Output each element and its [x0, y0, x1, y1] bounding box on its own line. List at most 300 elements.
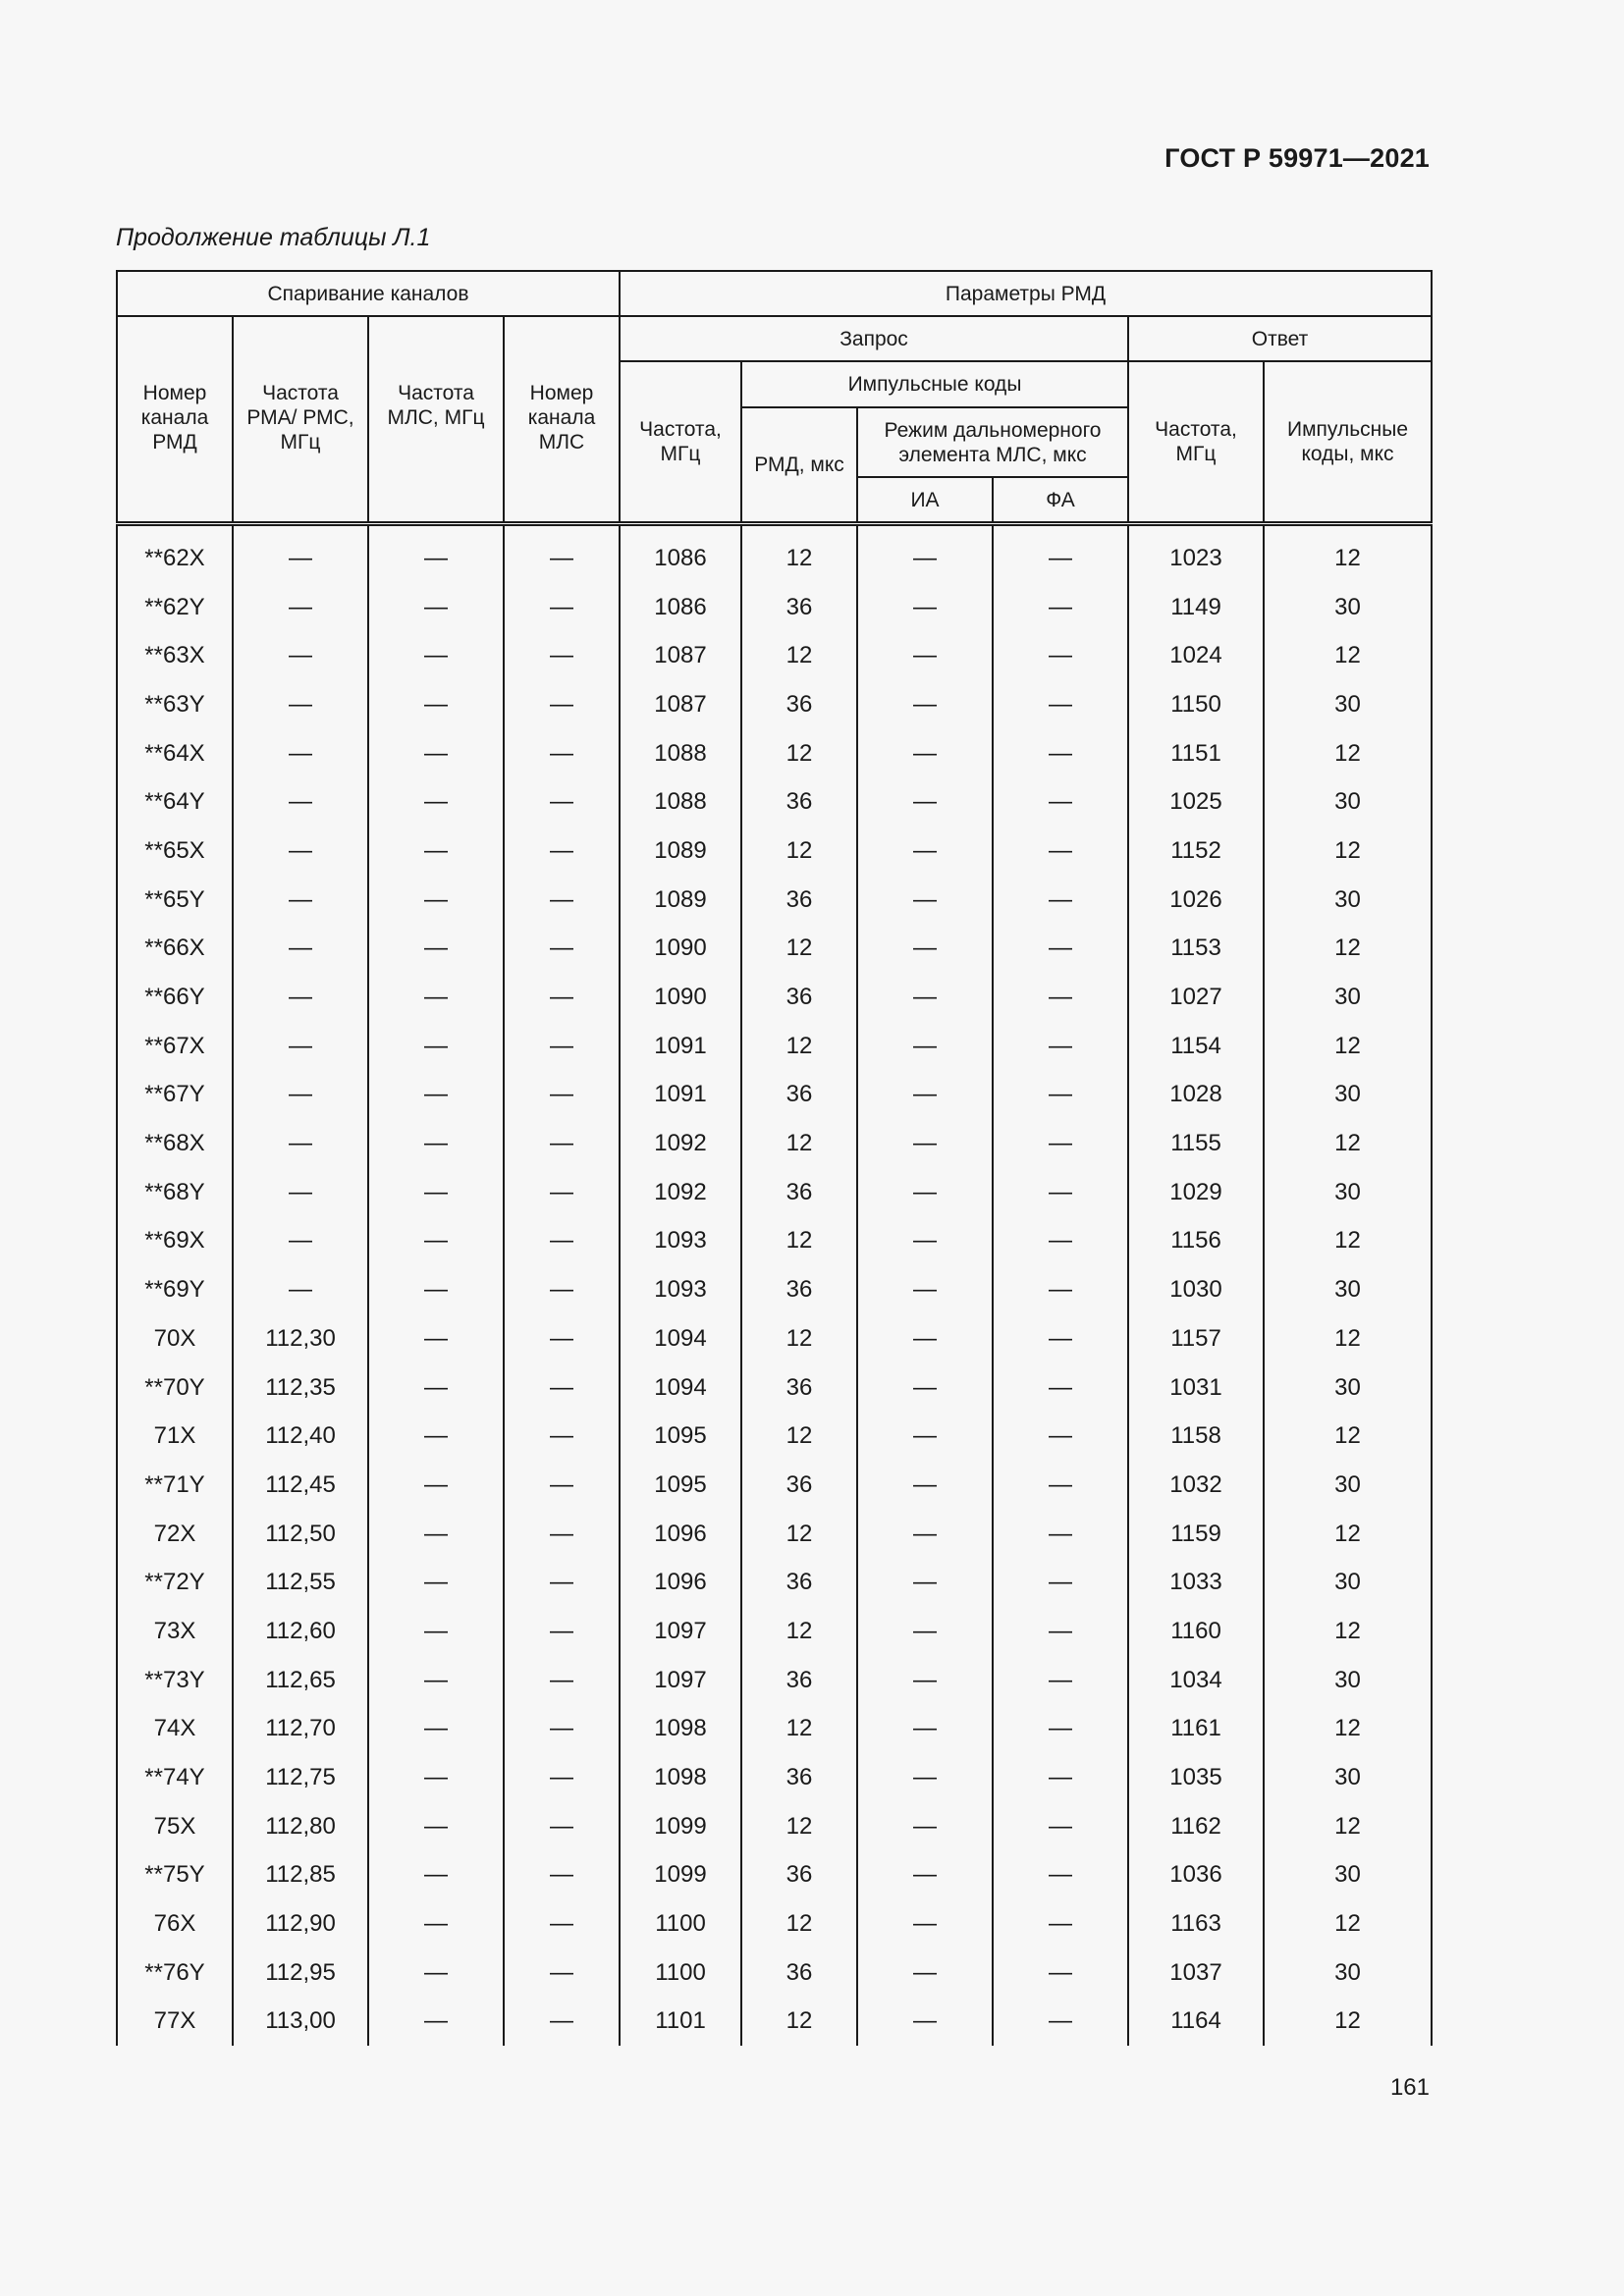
cell-rmd-us: 36 [741, 1753, 857, 1802]
cell-freq-mls: — [368, 1168, 504, 1217]
cell-channel-mls: — [504, 1656, 620, 1705]
cell-ia: — [857, 1071, 993, 1120]
cell-freq-rma: 112,40 [233, 1412, 368, 1461]
header-answer: Ответ [1128, 316, 1432, 361]
cell-answer-pulse-codes: 30 [1264, 876, 1432, 925]
cell-request-frequency: 1098 [620, 1753, 741, 1802]
cell-ia: — [857, 1168, 993, 1217]
cell-rmd-us: 12 [741, 1705, 857, 1754]
cell-answer-frequency: 1025 [1128, 777, 1264, 827]
cell-answer-pulse-codes: 30 [1264, 777, 1432, 827]
cell-ia: — [857, 524, 993, 583]
cell-answer-pulse-codes: 12 [1264, 1802, 1432, 1851]
table-row [117, 777, 1432, 827]
cell-answer-frequency: 1034 [1128, 1656, 1264, 1705]
cell-answer-frequency: 1036 [1128, 1851, 1264, 1900]
cell-channel-mls: — [504, 777, 620, 827]
table-row [117, 1656, 1432, 1705]
cell-answer-pulse-codes: 30 [1264, 973, 1432, 1022]
table-row [117, 1558, 1432, 1607]
cell-request-frequency: 1089 [620, 876, 741, 925]
cell-rmd-us: 12 [741, 1802, 857, 1851]
cell-channel-rmd: **62Y [117, 583, 233, 632]
cell-ia: — [857, 583, 993, 632]
cell-rmd-us: 36 [741, 1265, 857, 1314]
cell-answer-pulse-codes: 12 [1264, 1314, 1432, 1363]
page-number: 161 [1389, 2074, 1430, 2101]
cell-answer-frequency: 1031 [1128, 1363, 1264, 1413]
cell-answer-pulse-codes: 30 [1264, 1656, 1432, 1705]
table-row [117, 1217, 1432, 1266]
cell-fa: — [993, 1022, 1128, 1071]
cell-request-frequency: 1090 [620, 973, 741, 1022]
cell-channel-mls: — [504, 680, 620, 729]
cell-channel-rmd: 77X [117, 1998, 233, 2047]
cell-channel-rmd: **64Y [117, 777, 233, 827]
table-row [117, 1168, 1432, 1217]
cell-channel-rmd: 73X [117, 1607, 233, 1656]
cell-request-frequency: 1088 [620, 777, 741, 827]
cell-fa: — [993, 1998, 1128, 2047]
header-channel-mls: Номер канала МЛС [504, 316, 620, 524]
cell-answer-frequency: 1029 [1128, 1168, 1264, 1217]
cell-rmd-us: 12 [741, 925, 857, 974]
header-request: Запрос [620, 316, 1128, 361]
cell-rmd-us: 36 [741, 1168, 857, 1217]
cell-answer-frequency: 1154 [1128, 1022, 1264, 1071]
cell-channel-mls: — [504, 1705, 620, 1754]
cell-channel-mls: — [504, 524, 620, 583]
cell-rmd-us: 36 [741, 876, 857, 925]
table-caption: Продолжение таблицы Л.1 [116, 224, 431, 251]
cell-freq-mls: — [368, 1753, 504, 1802]
cell-channel-mls: — [504, 1753, 620, 1802]
cell-fa: — [993, 583, 1128, 632]
cell-freq-rma: 112,45 [233, 1461, 368, 1510]
cell-rmd-us: 12 [741, 1217, 857, 1266]
cell-freq-rma: 112,60 [233, 1607, 368, 1656]
cell-ia: — [857, 827, 993, 876]
cell-fa: — [993, 827, 1128, 876]
cell-answer-frequency: 1157 [1128, 1314, 1264, 1363]
cell-request-frequency: 1086 [620, 583, 741, 632]
cell-request-frequency: 1093 [620, 1217, 741, 1266]
cell-ia: — [857, 1119, 993, 1168]
cell-answer-pulse-codes: 12 [1264, 1412, 1432, 1461]
table-row [117, 925, 1432, 974]
cell-freq-rma: — [233, 777, 368, 827]
cell-rmd-us: 12 [741, 1412, 857, 1461]
cell-freq-rma: 112,75 [233, 1753, 368, 1802]
table-row [117, 1119, 1432, 1168]
cell-ia: — [857, 777, 993, 827]
table-row [117, 1022, 1432, 1071]
cell-freq-mls: — [368, 876, 504, 925]
cell-freq-rma: — [233, 973, 368, 1022]
cell-freq-rma: 112,30 [233, 1314, 368, 1363]
cell-ia: — [857, 1217, 993, 1266]
header-ia: ИА [857, 477, 993, 524]
cell-answer-frequency: 1035 [1128, 1753, 1264, 1802]
cell-fa: — [993, 1607, 1128, 1656]
header-fa: ФА [993, 477, 1128, 524]
cell-answer-pulse-codes: 30 [1264, 1168, 1432, 1217]
cell-channel-mls: — [504, 1168, 620, 1217]
cell-request-frequency: 1097 [620, 1607, 741, 1656]
cell-channel-mls: — [504, 925, 620, 974]
cell-answer-pulse-codes: 12 [1264, 1022, 1432, 1071]
table-row [117, 1461, 1432, 1510]
table-row [117, 1705, 1432, 1754]
table-row [117, 1412, 1432, 1461]
header-rmd-us: РМД, мкс [741, 407, 857, 524]
cell-answer-pulse-codes: 12 [1264, 1998, 1432, 2047]
cell-freq-rma: — [233, 1217, 368, 1266]
cell-request-frequency: 1091 [620, 1071, 741, 1120]
table-row [117, 1607, 1432, 1656]
cell-request-frequency: 1093 [620, 1265, 741, 1314]
cell-fa: — [993, 1899, 1128, 1949]
cell-freq-mls: — [368, 583, 504, 632]
cell-fa: — [993, 1363, 1128, 1413]
cell-freq-rma: — [233, 1119, 368, 1168]
cell-fa: — [993, 1412, 1128, 1461]
cell-freq-mls: — [368, 524, 504, 583]
table-row [117, 1899, 1432, 1949]
cell-channel-rmd: **68Y [117, 1168, 233, 1217]
cell-request-frequency: 1099 [620, 1802, 741, 1851]
header-answer-pulse-codes: Импульсные коды, мкс [1264, 361, 1432, 524]
cell-rmd-us: 36 [741, 1949, 857, 1998]
cell-channel-mls: — [504, 1265, 620, 1314]
cell-answer-frequency: 1162 [1128, 1802, 1264, 1851]
cell-channel-mls: — [504, 1510, 620, 1559]
header-answer-frequency: Частота, МГц [1128, 361, 1264, 524]
table-row [117, 1802, 1432, 1851]
cell-ia: — [857, 1412, 993, 1461]
cell-fa: — [993, 1071, 1128, 1120]
channel-table [116, 270, 1433, 2046]
cell-freq-mls: — [368, 1802, 504, 1851]
cell-ia: — [857, 729, 993, 778]
cell-answer-frequency: 1150 [1128, 680, 1264, 729]
cell-rmd-us: 12 [741, 1899, 857, 1949]
cell-channel-rmd: **63Y [117, 680, 233, 729]
cell-answer-frequency: 1155 [1128, 1119, 1264, 1168]
table-header [117, 271, 1432, 524]
header-pulse-codes: Импульсные коды [741, 361, 1128, 407]
cell-request-frequency: 1095 [620, 1412, 741, 1461]
cell-answer-frequency: 1153 [1128, 925, 1264, 974]
header-channel-pairing: Спаривание каналов [117, 271, 620, 316]
cell-freq-rma: — [233, 925, 368, 974]
cell-ia: — [857, 631, 993, 680]
cell-freq-rma: — [233, 876, 368, 925]
cell-freq-mls: — [368, 973, 504, 1022]
cell-channel-mls: — [504, 973, 620, 1022]
header-mls-mode: Режим дальномерного элемента МЛС, мкс [857, 407, 1128, 477]
cell-answer-pulse-codes: 12 [1264, 925, 1432, 974]
cell-channel-mls: — [504, 1022, 620, 1071]
cell-request-frequency: 1097 [620, 1656, 741, 1705]
cell-request-frequency: 1091 [620, 1022, 741, 1071]
cell-fa: — [993, 1949, 1128, 1998]
cell-answer-frequency: 1030 [1128, 1265, 1264, 1314]
cell-rmd-us: 36 [741, 1363, 857, 1413]
cell-answer-pulse-codes: 30 [1264, 1265, 1432, 1314]
cell-answer-pulse-codes: 12 [1264, 1607, 1432, 1656]
cell-rmd-us: 36 [741, 1071, 857, 1120]
cell-ia: — [857, 1851, 993, 1900]
cell-answer-frequency: 1151 [1128, 729, 1264, 778]
cell-answer-pulse-codes: 12 [1264, 1510, 1432, 1559]
cell-answer-frequency: 1026 [1128, 876, 1264, 925]
cell-channel-mls: — [504, 1851, 620, 1900]
cell-freq-mls: — [368, 1412, 504, 1461]
cell-freq-mls: — [368, 1363, 504, 1413]
cell-fa: — [993, 777, 1128, 827]
cell-channel-rmd: **65X [117, 827, 233, 876]
cell-answer-pulse-codes: 12 [1264, 729, 1432, 778]
cell-freq-rma: 112,95 [233, 1949, 368, 1998]
cell-answer-pulse-codes: 30 [1264, 680, 1432, 729]
cell-fa: — [993, 973, 1128, 1022]
cell-freq-rma: — [233, 583, 368, 632]
cell-ia: — [857, 1510, 993, 1559]
cell-freq-mls: — [368, 1949, 504, 1998]
cell-fa: — [993, 1461, 1128, 1510]
cell-ia: — [857, 1899, 993, 1949]
cell-ia: — [857, 973, 993, 1022]
cell-channel-rmd: **70Y [117, 1363, 233, 1413]
cell-rmd-us: 12 [741, 1314, 857, 1363]
cell-answer-frequency: 1149 [1128, 583, 1264, 632]
cell-answer-frequency: 1024 [1128, 631, 1264, 680]
cell-freq-mls: — [368, 729, 504, 778]
cell-request-frequency: 1098 [620, 1705, 741, 1754]
cell-channel-mls: — [504, 729, 620, 778]
cell-freq-rma: 112,55 [233, 1558, 368, 1607]
cell-rmd-us: 12 [741, 1510, 857, 1559]
cell-channel-rmd: **69X [117, 1217, 233, 1266]
cell-freq-mls: — [368, 1119, 504, 1168]
cell-request-frequency: 1092 [620, 1119, 741, 1168]
cell-channel-mls: — [504, 1607, 620, 1656]
cell-rmd-us: 12 [741, 1022, 857, 1071]
cell-channel-mls: — [504, 1314, 620, 1363]
cell-freq-mls: — [368, 1071, 504, 1120]
cell-freq-rma: 112,65 [233, 1656, 368, 1705]
cell-request-frequency: 1092 [620, 1168, 741, 1217]
cell-channel-mls: — [504, 1461, 620, 1510]
cell-answer-pulse-codes: 30 [1264, 1363, 1432, 1413]
cell-request-frequency: 1090 [620, 925, 741, 974]
cell-rmd-us: 36 [741, 1461, 857, 1510]
cell-answer-frequency: 1023 [1128, 524, 1264, 583]
cell-answer-frequency: 1152 [1128, 827, 1264, 876]
cell-rmd-us: 36 [741, 1851, 857, 1900]
cell-channel-rmd: **66Y [117, 973, 233, 1022]
cell-answer-pulse-codes: 30 [1264, 1071, 1432, 1120]
cell-rmd-us: 12 [741, 1119, 857, 1168]
cell-freq-rma: — [233, 1071, 368, 1120]
cell-channel-rmd: **75Y [117, 1851, 233, 1900]
cell-fa: — [993, 1168, 1128, 1217]
cell-fa: — [993, 1705, 1128, 1754]
cell-channel-rmd: 76X [117, 1899, 233, 1949]
cell-freq-rma: 113,00 [233, 1998, 368, 2047]
cell-freq-mls: — [368, 1656, 504, 1705]
cell-freq-mls: — [368, 777, 504, 827]
cell-channel-mls: — [504, 1802, 620, 1851]
cell-channel-mls: — [504, 1558, 620, 1607]
cell-ia: — [857, 1558, 993, 1607]
cell-ia: — [857, 680, 993, 729]
cell-request-frequency: 1094 [620, 1363, 741, 1413]
cell-channel-mls: — [504, 631, 620, 680]
table-row [117, 876, 1432, 925]
cell-freq-mls: — [368, 1851, 504, 1900]
cell-channel-rmd: **68X [117, 1119, 233, 1168]
cell-channel-rmd: 75X [117, 1802, 233, 1851]
table-row [117, 1314, 1432, 1363]
cell-freq-rma: — [233, 1265, 368, 1314]
cell-freq-rma: 112,90 [233, 1899, 368, 1949]
cell-answer-frequency: 1156 [1128, 1217, 1264, 1266]
cell-ia: — [857, 1363, 993, 1413]
table-row [117, 827, 1432, 876]
cell-freq-mls: — [368, 827, 504, 876]
cell-answer-frequency: 1158 [1128, 1412, 1264, 1461]
cell-request-frequency: 1094 [620, 1314, 741, 1363]
cell-request-frequency: 1100 [620, 1899, 741, 1949]
cell-channel-rmd: **64X [117, 729, 233, 778]
table-row [117, 680, 1432, 729]
cell-fa: — [993, 1510, 1128, 1559]
cell-channel-rmd: **67X [117, 1022, 233, 1071]
cell-fa: — [993, 1265, 1128, 1314]
cell-rmd-us: 36 [741, 973, 857, 1022]
cell-fa: — [993, 1314, 1128, 1363]
cell-request-frequency: 1096 [620, 1510, 741, 1559]
cell-freq-mls: — [368, 1314, 504, 1363]
cell-fa: — [993, 876, 1128, 925]
cell-freq-rma: 112,80 [233, 1802, 368, 1851]
cell-fa: — [993, 1802, 1128, 1851]
cell-answer-frequency: 1028 [1128, 1071, 1264, 1120]
cell-fa: — [993, 925, 1128, 974]
cell-rmd-us: 36 [741, 1656, 857, 1705]
cell-ia: — [857, 1265, 993, 1314]
cell-freq-mls: — [368, 631, 504, 680]
cell-answer-frequency: 1037 [1128, 1949, 1264, 1998]
cell-freq-rma: — [233, 680, 368, 729]
cell-answer-frequency: 1027 [1128, 973, 1264, 1022]
header-freq-mls: Частота МЛС, МГц [368, 316, 504, 524]
cell-answer-pulse-codes: 30 [1264, 1851, 1432, 1900]
cell-rmd-us: 36 [741, 583, 857, 632]
cell-ia: — [857, 1705, 993, 1754]
cell-answer-frequency: 1032 [1128, 1461, 1264, 1510]
cell-freq-rma: — [233, 729, 368, 778]
table-body [117, 524, 1432, 2047]
cell-channel-rmd: 70X [117, 1314, 233, 1363]
cell-fa: — [993, 1119, 1128, 1168]
cell-request-frequency: 1101 [620, 1998, 741, 2047]
cell-answer-pulse-codes: 12 [1264, 524, 1432, 583]
cell-answer-pulse-codes: 30 [1264, 1461, 1432, 1510]
header-freq-rma: Частота РМА/ РМС, МГц [233, 316, 368, 524]
cell-channel-rmd: **74Y [117, 1753, 233, 1802]
cell-channel-mls: — [504, 1949, 620, 1998]
cell-freq-mls: — [368, 1899, 504, 1949]
cell-channel-rmd: **72Y [117, 1558, 233, 1607]
cell-ia: — [857, 925, 993, 974]
cell-rmd-us: 12 [741, 827, 857, 876]
cell-rmd-us: 12 [741, 524, 857, 583]
cell-ia: — [857, 1607, 993, 1656]
table-row [117, 631, 1432, 680]
table-row [117, 1363, 1432, 1413]
cell-request-frequency: 1099 [620, 1851, 741, 1900]
cell-freq-mls: — [368, 1265, 504, 1314]
header-request-frequency: Частота, МГц [620, 361, 741, 524]
table-row [117, 1851, 1432, 1900]
cell-freq-mls: — [368, 1510, 504, 1559]
cell-answer-pulse-codes: 12 [1264, 827, 1432, 876]
cell-channel-mls: — [504, 1899, 620, 1949]
cell-rmd-us: 12 [741, 631, 857, 680]
table-row [117, 1265, 1432, 1314]
table-row [117, 1510, 1432, 1559]
header-rmd-parameters: Параметры РМД [620, 271, 1432, 316]
standard-designation: ГОСТ Р 59971—2021 [1164, 143, 1430, 173]
cell-request-frequency: 1100 [620, 1949, 741, 1998]
cell-ia: — [857, 1998, 993, 2047]
cell-channel-rmd: 74X [117, 1705, 233, 1754]
cell-answer-frequency: 1160 [1128, 1607, 1264, 1656]
cell-fa: — [993, 524, 1128, 583]
cell-request-frequency: 1087 [620, 680, 741, 729]
cell-rmd-us: 12 [741, 1998, 857, 2047]
cell-freq-rma: — [233, 524, 368, 583]
cell-channel-mls: — [504, 876, 620, 925]
cell-ia: — [857, 1022, 993, 1071]
cell-rmd-us: 36 [741, 680, 857, 729]
cell-fa: — [993, 1558, 1128, 1607]
cell-answer-pulse-codes: 12 [1264, 1705, 1432, 1754]
cell-channel-mls: — [504, 1071, 620, 1120]
cell-channel-rmd: **73Y [117, 1656, 233, 1705]
cell-freq-rma: 112,35 [233, 1363, 368, 1413]
cell-fa: — [993, 1217, 1128, 1266]
cell-channel-mls: — [504, 1217, 620, 1266]
cell-request-frequency: 1089 [620, 827, 741, 876]
cell-channel-mls: — [504, 1412, 620, 1461]
cell-channel-rmd: 71X [117, 1412, 233, 1461]
cell-ia: — [857, 1656, 993, 1705]
cell-channel-mls: — [504, 1998, 620, 2047]
table-row [117, 524, 1432, 583]
cell-request-frequency: 1087 [620, 631, 741, 680]
cell-freq-mls: — [368, 680, 504, 729]
cell-answer-pulse-codes: 12 [1264, 631, 1432, 680]
cell-ia: — [857, 1949, 993, 1998]
cell-channel-rmd: **63X [117, 631, 233, 680]
cell-fa: — [993, 680, 1128, 729]
cell-channel-rmd: **71Y [117, 1461, 233, 1510]
table-row [117, 583, 1432, 632]
